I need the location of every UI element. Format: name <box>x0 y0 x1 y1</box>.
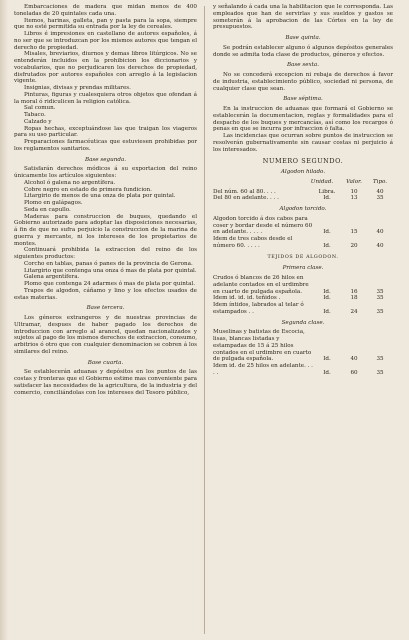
paragraph: Alcohol ó galena no argentífera. <box>24 179 116 186</box>
row-description: Del 80 en adelante. . . . <box>213 195 279 202</box>
paragraph: Maderas para construccion de buques, quedando el Gobierno autorizado para adoptar las disposiciones necesarias, á fin de que no sufra perjuicio la construccion de la marina de guerra y mercante, ni los intereses de los propietarios de montes. <box>14 213 197 247</box>
paragraph: Misales, breviarios, diurnos y demas libros litúrgicos. No se entenderán incluidos en la prohibicion los diccionarios y vocabularios, que no perjudicaren los derechos de propiedad, disfrutados por autores españoles con arreglo á la legislacion vigente. <box>14 51 197 85</box>
paragraph: Trapos de algodon, cáñamo y lino y los efectos usados de estas materias. <box>14 287 197 301</box>
paragraph: Itemos, harinas, galleta, pan y pasta para la sopa, siempre que no esté permitida su entrada por la ley de cereales. <box>14 17 197 31</box>
table-row <box>213 236 393 250</box>
row-tipo: 35 <box>376 195 384 202</box>
subsection-heading: Algodon hilado. <box>280 169 326 175</box>
row-unit: Id. <box>323 295 331 302</box>
paragraph: Pinturas, figuras y cualesquiera otros objetos que ofendan á la moral ó ridiculicen la religion católica. <box>14 91 197 105</box>
paragraph: Litargirio que contenga una onza ó mas de plata por quintal. <box>24 267 197 274</box>
paragraph: Embarcaciones de madera que midan menos de 400 toneladas de 20 quintales cada una. <box>14 4 197 17</box>
paragraph: En la instruccion de aduanas que formará el Gobierno se establecerán la documentacion, reglas y formalidades para el despacho de los buques y mercancías, así como los recargos ó penas en que se incurra por infraccion ó falta. <box>213 106 393 133</box>
paragraph: Continuará prohibida la extraccion del reino de los siguientes productos: <box>14 247 197 260</box>
section-heading: Base quinta. <box>285 35 321 41</box>
paragraph: Cobre negro en estado de primera fundicion. <box>24 186 152 193</box>
row-description: Algodon torcido á dos cabos para coser y bordar desde el número 60 en adelante. . . . . <box>213 215 313 236</box>
paragraph: Calzado y <box>24 118 52 125</box>
subsection-heading: Algodon torcido. <box>279 206 327 212</box>
section-heading: Base tercera. <box>86 305 125 312</box>
row-value: 60 <box>350 369 358 376</box>
paragraph: Insignias, divisas y prendas militares. <box>24 85 131 91</box>
paragraph: Ropas hechas, exceptuándose las que traigan los viageros para su uso particular. <box>14 125 197 139</box>
paragraph: Preparaciones farmacéuticas que estuviesen prohibidas por los reglamentos sanitarios. <box>14 139 197 152</box>
row-tipo: 40 <box>376 242 384 249</box>
row-tipo: 40 <box>376 188 384 195</box>
column-header: Unidad. <box>310 178 334 185</box>
left-column <box>14 4 197 396</box>
row-description: Idem íntidos, labrados al telar ó estampados . . <box>213 302 304 315</box>
paragraph: Tabaco. <box>24 112 46 118</box>
row-unit: Id. <box>323 288 331 295</box>
paragraph: No se concederá excepcion ni rebaja de derechos á favor de industria, establecimiento público, sociedad ni persona, de cualquier clase que sean. <box>213 72 393 92</box>
table-row <box>213 189 393 196</box>
paragraph: Litargirio de menos de una onza de plata por quintal. <box>24 193 176 200</box>
paragraph: Seda en capullo. <box>24 206 71 213</box>
row-description: Muselinas y batistas de Escocia, lisas, blancas listadas y estampadas de 15 á 25 hilos contados en el urdimbre en cuarto de pulgada española. <box>213 329 312 363</box>
tejidos-title: TEJIDOS DE ALGODON. <box>267 254 339 260</box>
row-tipo: 35 <box>376 356 384 363</box>
page-edge-shadow <box>0 0 8 640</box>
row-description: Idem id. id. id. teñidos . <box>213 295 281 302</box>
paragraph: Corcho en tablas, panas ó panes de la provincia de Gerona. <box>24 260 193 267</box>
row-value: 16 <box>350 288 358 295</box>
column-header: Tipo. <box>372 178 388 185</box>
section-heading: Base sexta. <box>286 62 320 69</box>
paragraph: Libros é impresiones en castellano de autores españoles, á no ser que se introduzcan por los mismos autores que tengan el derecho de propiedad. <box>14 31 197 51</box>
column-divider <box>204 6 205 634</box>
paragraph: Los géneros extrangeros y de nuestras provincias de Ultramar, despues de haber pagado los derechos de introduccion con arreglo al arancel, quedan nacionalizados y sujetos al pago de los mismos derechos de extraccion, consumo, arbitrios ó otro que con cualquier denominacion se cobren á los similares del reino. <box>14 315 197 355</box>
paragraph: Plomo que contenga 24 adarmes ó mas de plata por quintal. <box>24 281 195 287</box>
table-row <box>213 295 393 302</box>
right-column <box>213 4 393 377</box>
row-description: Del núm. 60 al 80. . . . <box>213 188 276 195</box>
row-description: Idem de tres cabos desde el número 60. . . . . <box>213 236 293 249</box>
row-tipo: 35 <box>376 295 384 302</box>
row-description: Idem id. de 25 hilos en adelante. . . . . <box>213 363 313 376</box>
table-header <box>213 179 393 186</box>
row-value: 18 <box>350 295 358 302</box>
paragraph: Galena argentífera. <box>24 274 80 281</box>
row-unit: Id. <box>323 308 331 315</box>
paragraph: Satisfarán derechos módicos á su exportacion del reino únicamente los artículos siguientes: <box>14 166 197 179</box>
row-unit: Id. <box>323 229 331 236</box>
table-row <box>213 275 393 295</box>
row-unit: Libra. <box>318 188 336 195</box>
paragraph: Se establecerán aduanas y depósitos en los puntos de las costas y fronteras que el Gobierno estime mas conveniente para satisfacer las necesidades de la agricultura, de la industria y del comercio, conciliándolas con los intereses del Tesoro público, <box>14 369 198 396</box>
section-heading: Base cuarta. <box>87 359 124 366</box>
row-unit: Id. <box>323 356 331 363</box>
row-value: 24 <box>350 308 358 315</box>
table-row <box>213 363 393 377</box>
subsection-heading: Segunda clase. <box>281 319 325 326</box>
table-row <box>213 302 393 316</box>
row-unit: Id. <box>323 369 331 376</box>
row-tipo: 35 <box>376 369 384 376</box>
row-description: Crudos ó blancos de 26 hilos en adelante contados en el urdimbre en cuarto de pulgada española. <box>213 275 309 295</box>
table-row <box>213 195 393 202</box>
paragraph: Plomo en galápagos. <box>24 200 83 206</box>
column-header: Valor. <box>346 178 362 185</box>
section-heading: Base segunda. <box>84 156 127 163</box>
row-value: 20 <box>350 242 358 249</box>
table-row <box>213 329 393 363</box>
numero-title: NUMERO SEGUNDO. <box>262 157 344 166</box>
section-heading: Base séptima. <box>283 96 323 103</box>
row-value: 10 <box>350 188 358 195</box>
table-row <box>213 216 393 236</box>
paragraph: y señalando á cada una la habilitacion que le corresponda. Las empleados que han de servirlas y sus sueldos y gastos se someterán á la aprobacion de las Córtes en la ley de presupuestos. <box>213 4 393 31</box>
row-value: 40 <box>350 356 358 363</box>
row-unit: Id. <box>323 195 331 202</box>
row-unit: Id. <box>323 242 331 249</box>
subsection-heading: Primera clase. <box>282 265 324 272</box>
row-value: 13 <box>350 195 358 202</box>
paragraph: Las incidencias que ocurran sobre puntos de instruccion se resolverán gubernativamente sin causar costas ni perjuicio á los interesados. <box>213 133 393 153</box>
row-value: 15 <box>350 229 358 236</box>
row-tipo: 40 <box>376 229 384 236</box>
paragraph: Se podrán establecer alguno ó algunos depósitos generales donde se admita toda clase de productos, géneros y efectos. <box>213 44 393 58</box>
paragraph: Sal comun. <box>24 105 56 112</box>
row-tipo: 35 <box>376 308 384 315</box>
row-tipo: 35 <box>376 288 384 295</box>
